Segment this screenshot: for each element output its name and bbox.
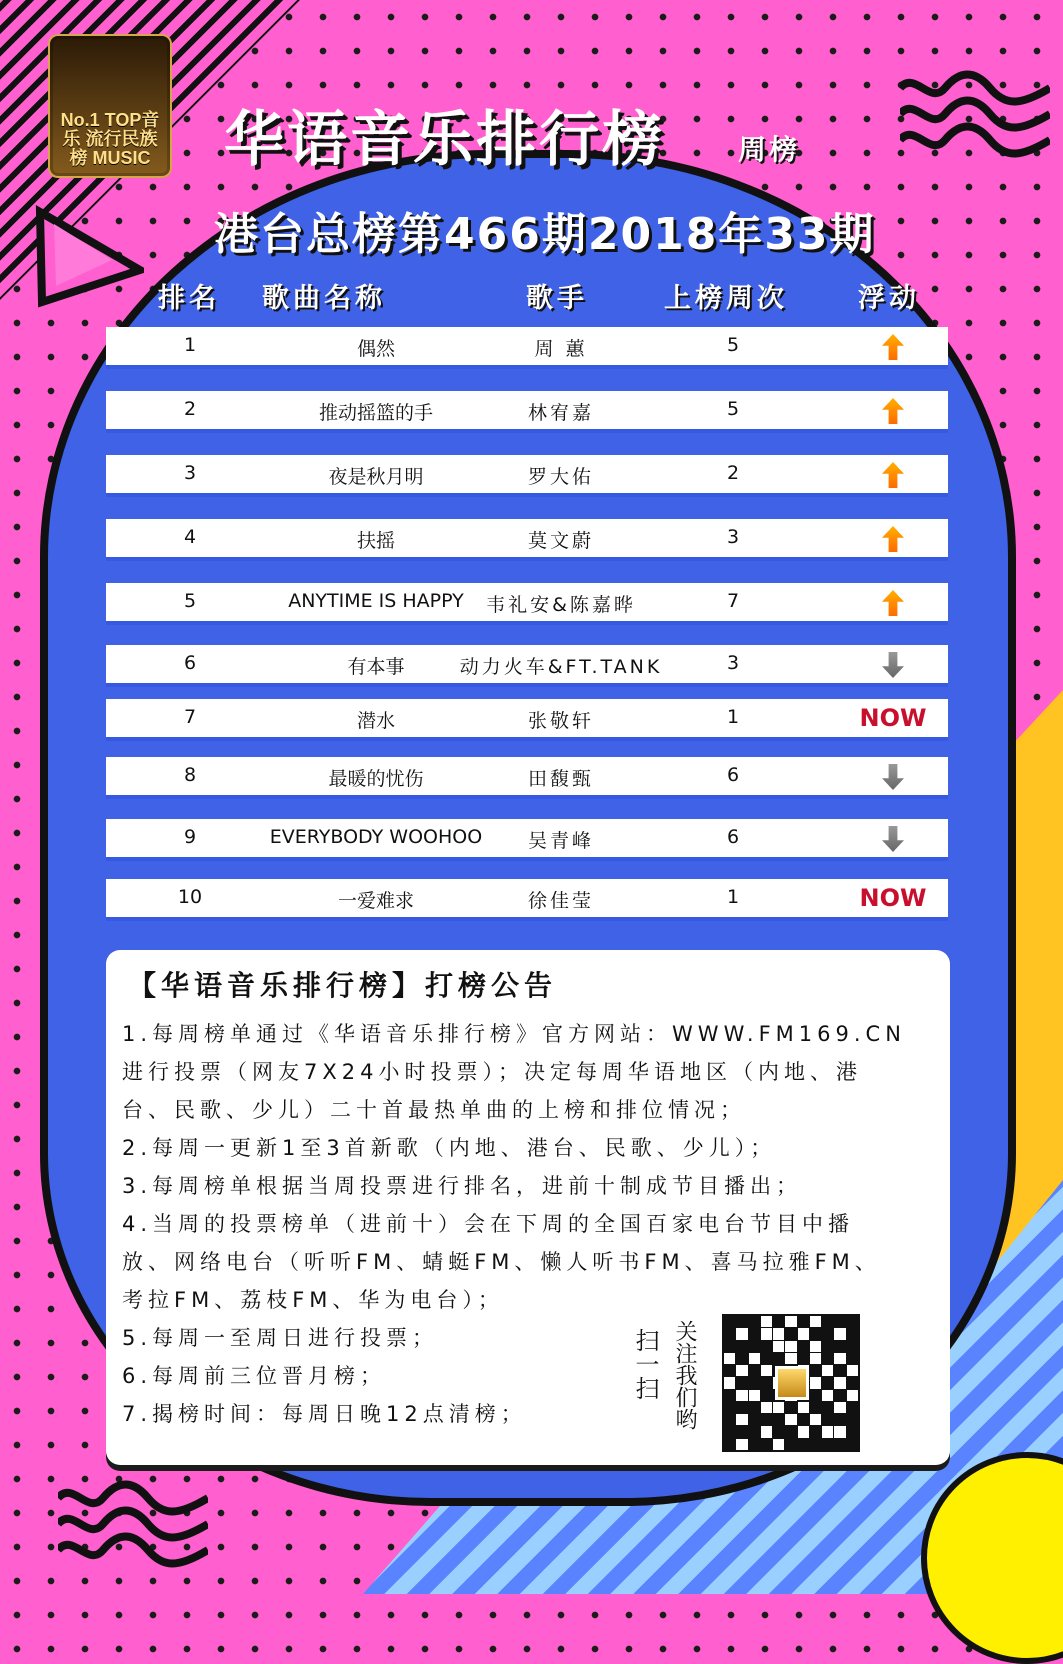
page-title: 华语音乐排行榜 (224, 105, 665, 175)
column-song: 歌曲名称 (262, 283, 386, 314)
song-name: 夜是秋月明 (328, 466, 424, 488)
weeks-on-chart: 5 (726, 334, 740, 356)
artist-name: 张敬轩 (527, 710, 594, 732)
table-row (106, 391, 948, 429)
notice-line: 6.每周前三位晋月榜； (122, 1364, 387, 1388)
wave-decoration-bottom-left (58, 1480, 208, 1570)
weeks-on-chart: 3 (726, 652, 740, 674)
song-name: 偶然 (356, 338, 395, 360)
song-name: ANYTIME IS HAPPY (288, 590, 464, 612)
song-name: 扶摇 (356, 530, 395, 552)
rank: 3 (183, 462, 197, 484)
weeks-on-chart: 1 (726, 886, 740, 908)
artist-name: 韦礼安&陈嘉晔 (486, 594, 636, 616)
notice-line: 进行投票（网友7X24小时投票）；决定每周华语地区（内地、港 (122, 1060, 862, 1084)
issue-title: 港台总榜第466期2018年33期 (214, 209, 876, 260)
new-badge (854, 706, 932, 734)
weeks-on-chart: 2 (726, 462, 740, 484)
weeks-on-chart: 1 (726, 706, 740, 728)
move-up-icon (854, 526, 932, 557)
notice-line: 5.每周一至周日进行投票； (122, 1326, 439, 1350)
table-row (106, 819, 948, 857)
column-artist: 歌手 (526, 283, 588, 314)
move-up-icon (854, 462, 932, 493)
table-row (106, 583, 948, 621)
artist-name: 林宥嘉 (527, 402, 594, 424)
weeks-on-chart: 7 (726, 590, 740, 612)
notice-line: 放、网络电台（听听FM、蜻蜓FM、懒人听书FM、喜马拉雅FM、 (122, 1250, 881, 1274)
artist-name: 徐佳莹 (527, 890, 594, 912)
artist-name: 罗大佑 (527, 466, 594, 488)
notice-line: 4.当周的投票榜单（进前十）会在下周的全国百家电台节目中播 (122, 1212, 855, 1236)
notice-line: 1.每周榜单通过《华语音乐排行榜》官方网站：WWW.FM169.CN (122, 1022, 906, 1046)
song-name: 一爱难求 (337, 890, 414, 912)
table-row (106, 699, 948, 737)
qr-logo-icon (775, 1366, 809, 1400)
move-down-icon (854, 652, 932, 683)
rank: 9 (183, 826, 197, 848)
column-move: 浮动 (858, 283, 920, 314)
song-name: 推动摇篮的手 (318, 402, 433, 424)
follow-label: 关注我们哟 (672, 1320, 697, 1430)
song-name: 有本事 (347, 656, 405, 678)
notice-line: 3.每周榜单根据当周投票进行排名，进前十制成节目播出； (122, 1174, 803, 1198)
artist-name: 吴青峰 (527, 830, 594, 852)
song-name: 潜水 (356, 710, 395, 732)
move-up-icon (854, 398, 932, 429)
column-rank: 排名 (158, 283, 220, 314)
notice-line: 2.每周一更新1至3首新歌（内地、港台、民歌、少儿）； (122, 1136, 777, 1160)
rank: 4 (183, 526, 197, 548)
rank: 8 (183, 764, 197, 786)
notice-line: 考拉FM、荔枝FM、华为电台）； (122, 1288, 504, 1312)
weeks-on-chart: 5 (726, 398, 740, 420)
notice-title: 【华语音乐排行榜】打榜公告 (128, 969, 558, 1002)
table-row (106, 519, 948, 557)
wave-decoration-top-right (900, 70, 1050, 160)
move-up-icon (854, 334, 932, 365)
table-row (106, 455, 948, 493)
weeks-on-chart: 6 (726, 826, 740, 848)
table-row (106, 645, 948, 683)
table-row (106, 757, 948, 795)
rank: 2 (183, 398, 197, 420)
title-suffix: 周榜 (738, 133, 801, 166)
rank: 1 (183, 334, 197, 356)
song-name: 最暖的忧伤 (328, 768, 424, 790)
rank: 7 (183, 706, 197, 728)
new-label: NOW (859, 704, 927, 732)
rank: 10 (177, 886, 203, 908)
table-row (106, 327, 948, 365)
scan-label: 扫一扫 (631, 1328, 659, 1400)
song-name: EVERYBODY WOOHOO (269, 826, 483, 848)
rank: 6 (183, 652, 197, 674)
rank: 5 (183, 590, 197, 612)
notice-line: 台、民歌、少儿）二十首最热单曲的上榜和排位情况； (122, 1098, 746, 1122)
artist-name: 动力火车&FT.TANK (459, 656, 663, 678)
move-up-icon (854, 590, 932, 621)
brand-logo: No.1 TOP音乐 流行民族 榜 MUSIC (48, 34, 172, 178)
column-weeks: 上榜周次 (664, 283, 788, 314)
artist-name: 周 蕙 (534, 338, 588, 360)
artist-name: 莫文蔚 (527, 530, 594, 552)
new-label: NOW (859, 884, 927, 912)
move-down-icon (854, 764, 932, 795)
artist-name: 田馥甄 (527, 768, 594, 790)
table-header (110, 276, 950, 316)
weeks-on-chart: 6 (726, 764, 740, 786)
weeks-on-chart: 3 (726, 526, 740, 548)
notice-line: 7.揭榜时间：每周日晚12点清榜； (122, 1402, 527, 1426)
new-badge (854, 886, 932, 914)
table-row (106, 879, 948, 917)
move-down-icon (854, 826, 932, 857)
